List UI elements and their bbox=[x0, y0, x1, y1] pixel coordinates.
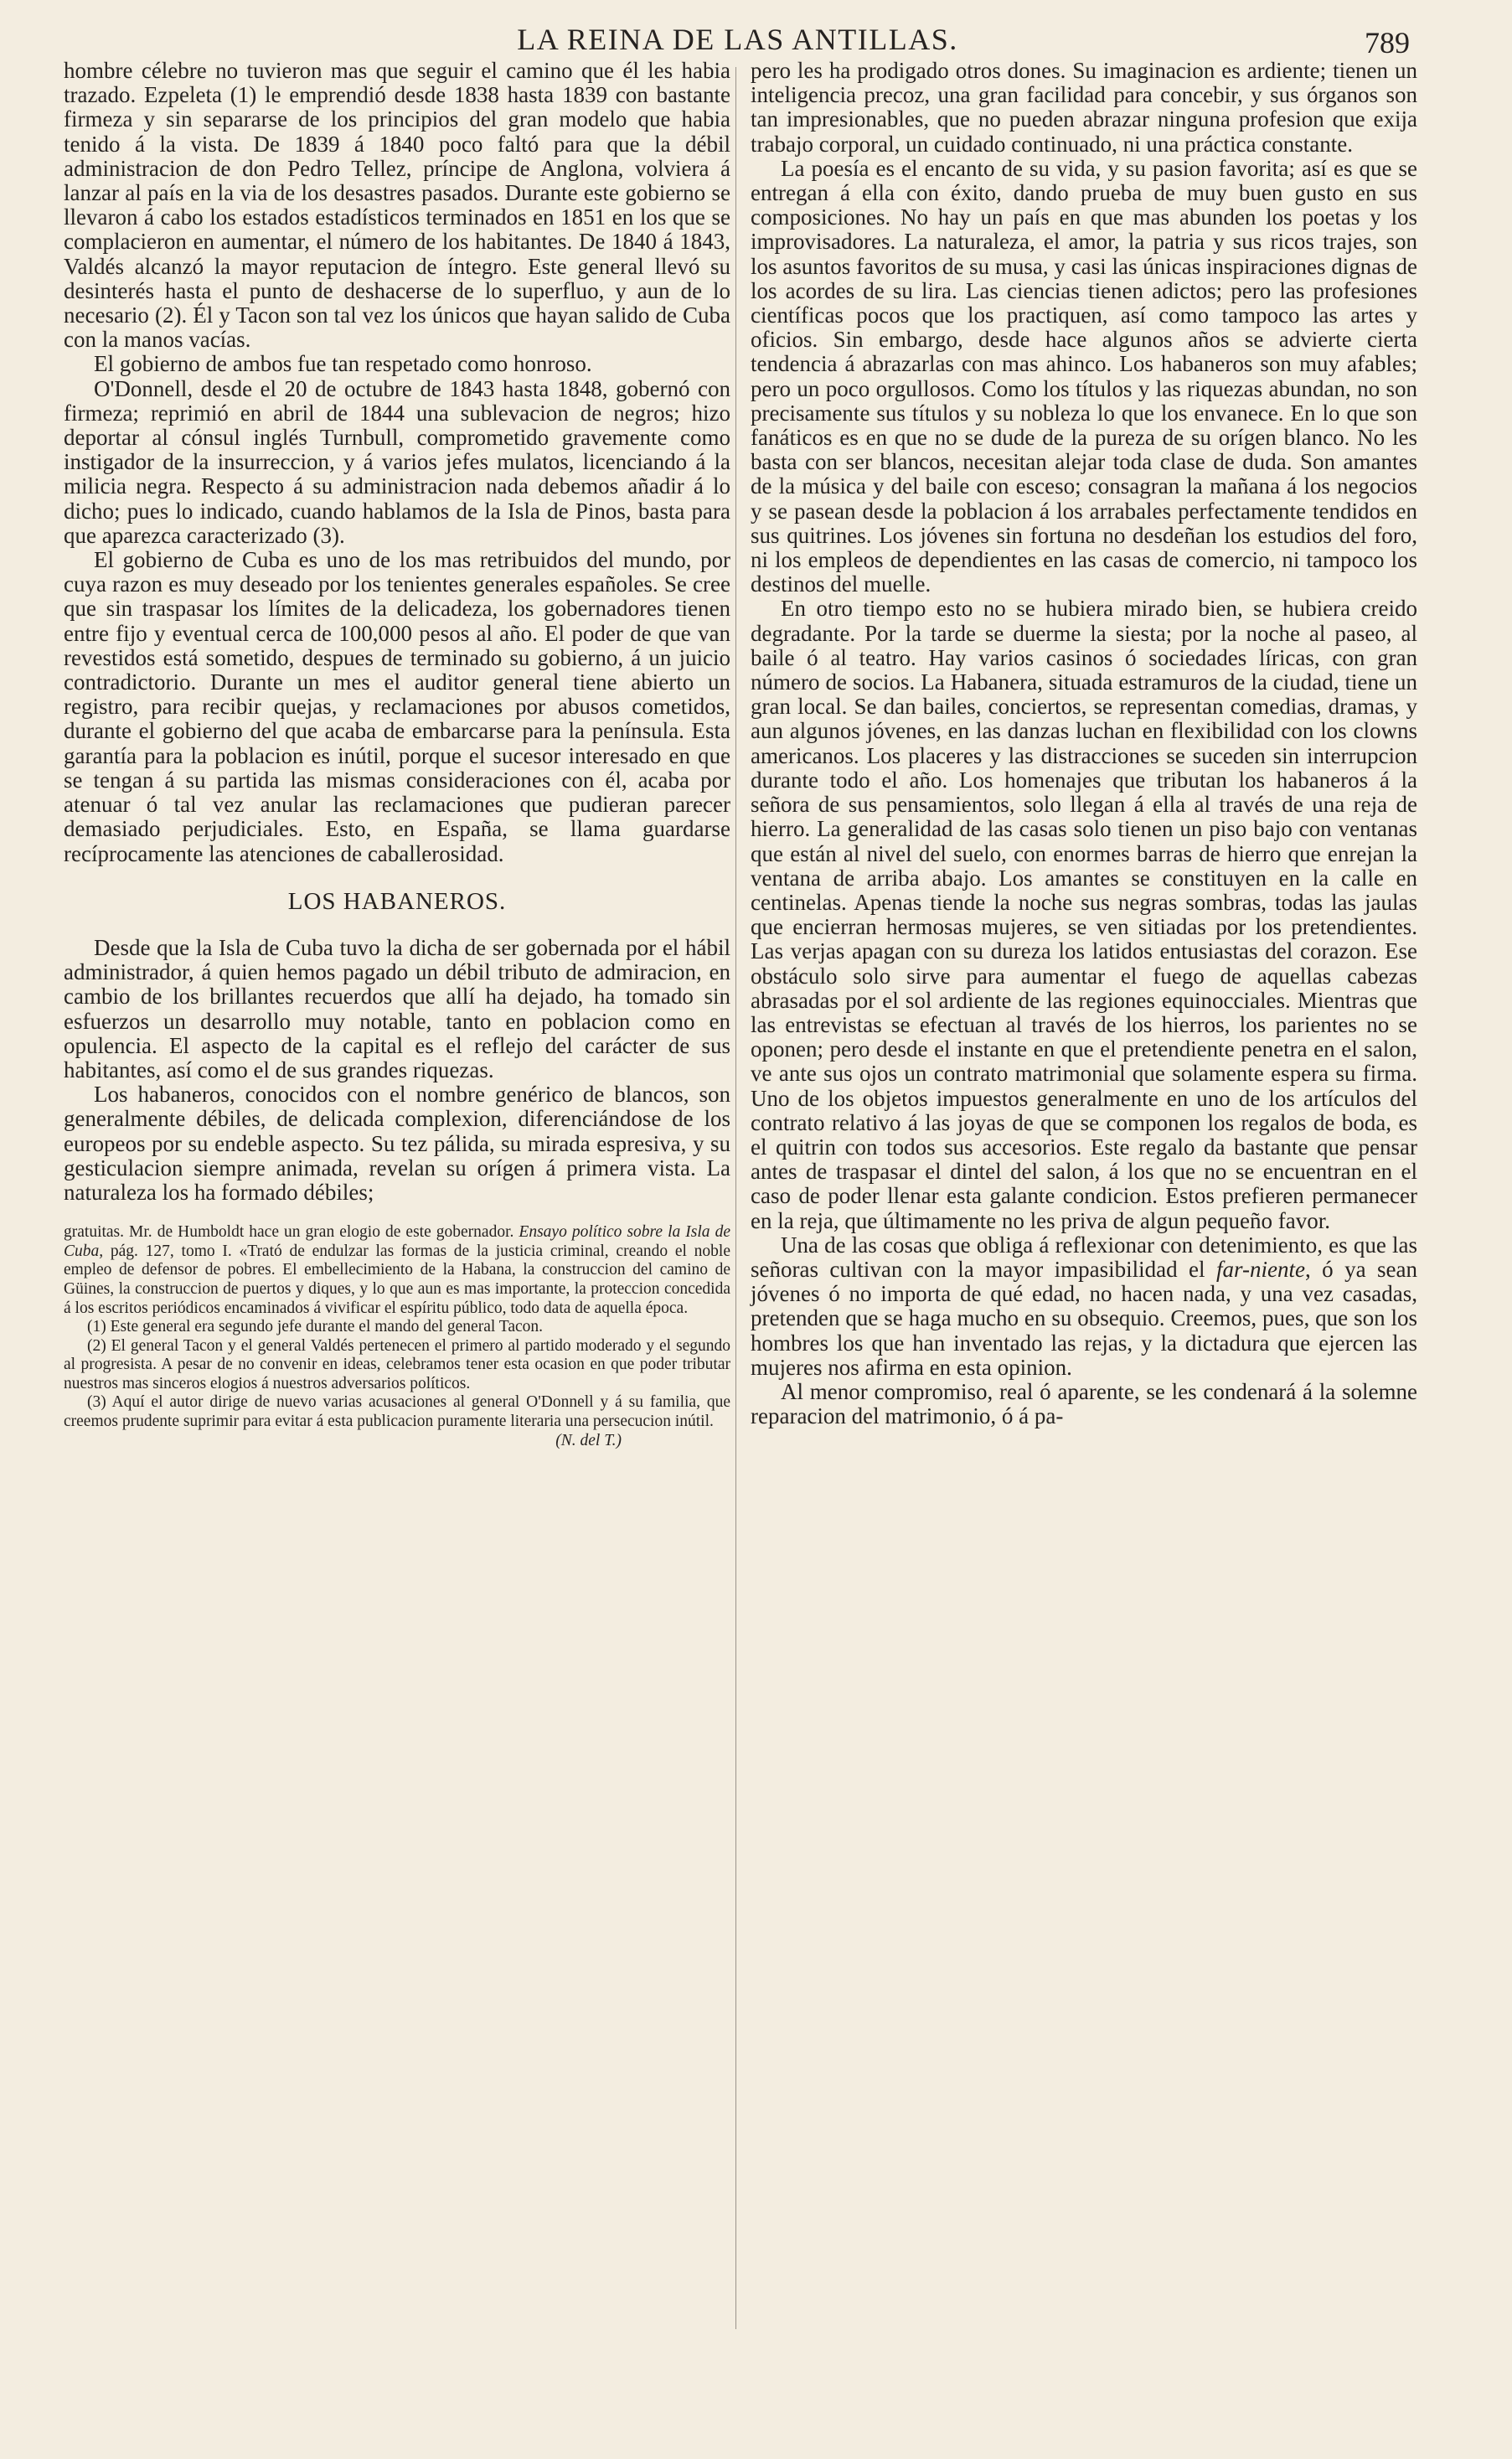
footnote-continuation bbox=[64, 1223, 730, 1318]
footnote-text: pág. 127, tomo I. «Trató de endulzar las formas de la justicia criminal, creando el noble empleo de defensor de pobres. El embellecimiento de la Habana, la construccion del camino de Güines, la construccion de puertos y diques, y lo que aun es mas importante, la proteccion concedida á los escritos periódicos encaminados á vivificar el espíritu público, todo data de aquella época. bbox=[64, 1242, 731, 1317]
paragraph: Al menor compromiso, real ó aparente, se les condenará á la solemne reparacion del matrimonio, ó á pa- bbox=[751, 1378, 1417, 1429]
paragraph: El gobierno de Cuba es uno de los mas retribuidos del mundo, por cuya razon es muy deseado por los tenientes generales españoles. Se cree que sin traspasar los límites de la delicadeza, los gobernadores tienen entre fijo y eventual cerca de 100,000 pesos al año. El poder de que van revestidos está sometido, despues de terminado su gobierno, á un juicio contradictorio. Durante un mes el auditor general tiene abierto un registro, para recibir quejas, y reclamaciones por abusos cometidos, durante el gobierno del que acaba de embarcarse para la península. Esta garantía para la poblacion es inútil, porque el sucesor interesado en que se tengan á su partida las mismas consideraciones con él, acaba por atenuar ó tal vez anular las reclamaciones que pudieran parecer demasiado perjudiciales. Esto, en España, se llama guardarse recíprocamente las atenciones de caballerosidad. bbox=[64, 547, 730, 866]
paragraph-text: Una de las cosas que obliga á reflexionar con detenimiento, es que las señoras cultivan con la mayor impasibilidad el bbox=[751, 1232, 1417, 1282]
paragraph bbox=[751, 1233, 1417, 1380]
column-divider bbox=[735, 67, 736, 2329]
paragraph-text: , ó ya sean jóvenes ó no importa de qué edad, no hacen nada, y una vez casadas, pretenden que se haga mucho en su obsequio. Creemos, pues, que son los hombres los que han inventado las rejas, y la dictadura que ejercen las mujeres nos afirma en esta opinion. bbox=[751, 1256, 1417, 1380]
italic-term: far-niente bbox=[1216, 1256, 1305, 1282]
paragraph: En otro tiempo esto no se hubiera mirado bien, se hubiera creido degradante. Por la tarde se duerme la siesta; por la noche al paseo, al baile ó al teatro. Hay varios casinos ó sociedades líricas, con gran número de socios. La Habanera, situada estramuros de la ciudad, tiene un gran local. Se dan bailes, conciertos, se representan comedias, dramas, y aun algunos jóvenes, en las danzas luchan en flexibilidad con los clowns americanos. Los placeres y las distracciones se suceden sin interrupcion durante todo el año. Los homenajes que tributan los habaneros á la señora de sus pensamientos, solo llegan á ella al través de una reja de hierro. La generalidad de las casas solo tienen un piso bajo con ventanas que están al nivel del suelo, con enormes barras de hierro que enrejan la ventana de arriba abajo. Los amantes se constituyen en la calle en centinelas. Apenas tiende la noche sus negras sombras, todas las jaulas que encierran hermosas mujeres, se ven sitiadas por los pretendientes. Las verjas apagan con su dureza los latidos entusiastas del corazon. Ese obstáculo solo sirve para aumentar el fuego de aquellas cabezas abrasadas por el sol ardiente de las regiones equinocciales. Mientras que las entrevistas se efectuan al través de los hierros, los parientes no se oponen; pero desde el instante en que el pretendiente penetra en el salon, ve ante sus ojos un contrato matrimonial que solamente espera su firma. Uno de los objetos impuestos generalmente en uno de los artículos del contrato relativo á las joyas de que se componen los regalos de boda, es el quitrin con todos sus accesorios. Este regalo da bastante que pensar antes de traspasar el dintel del salon, á los que no se encuentran en el caso de poder llenar esta galante condicion. Estos prefieren permanecer en la reja, que últimamente no les priva de algun pequeño favor. bbox=[751, 596, 1417, 1233]
page-number: 789 bbox=[1365, 26, 1410, 59]
paragraph: El gobierno de ambos fue tan respetado como honroso. bbox=[94, 351, 592, 377]
left-column bbox=[64, 59, 730, 1450]
footnote-3: (3) Aquí el autor dirige de nuevo varias acusaciones al general O'Donnell y á su familia, que creemos prudente suprimir para evitar á esta publicacion puramente literaria una persecucion inútil. bbox=[64, 1393, 730, 1431]
footnotes bbox=[64, 1223, 730, 1450]
footnote-2: (2) El general Tacon y el general Valdés pertenecen el primero al partido moderado y el segundo al progresista. A pesar de no convenir en ideas, celebramos tener esta ocasion en que poder tributar nuestros mas sinceros elogios á nuestros adversarios políticos. bbox=[64, 1336, 730, 1392]
paragraph: hombre célebre no tuvieron mas que seguir el camino que él les habia trazado. Ezpeleta (1) le emprendió desde 1838 hasta 1839 con bastante firmeza y sin separarse de los principios del gran modelo que habia tenido á la vista. De 1839 á 1840 poco faltó para que la débil administracion de don Pedro Tellez, príncipe de Anglona, volviera á lanzar al país en la via de los desastres pasados. Durante este gobierno se llevaron á cabo los estados estadísticos terminados en 1851 en los que se complacieron en aumentar, el número de los habitantes. De 1840 á 1843, Valdés alcanzó la mayor reputacion de íntegro. Este general llevó su desinterés hasta el punto de deshacerse de lo superfluo, y aun de lo necesario (2). Él y Tacon son tal vez los únicos que hayan salido de Cuba con la manos vacías. bbox=[64, 58, 730, 353]
paragraph: La poesía es el encanto de su vida, y su pasion favorita; así es que se entregan á ella con éxito, dando prueba de muy buen gusto en sus composiciones. No hay un país en que mas abunden los poetas y los improvisadores. La naturaleza, el amor, la patria y sus ricos trajes, son los asuntos favoritos de su musa, y casi las únicas inspiraciones dignas de los acordes de su lira. Las ciencias tienen adictos; pero las profesiones científicas pocos que los practiquen, así como tampoco las artes y oficios. Sin embargo, desde hace algunos años se advierte cierta tendencia á abrazarlas con mas ahinco. Los habaneros son muy afables; pero un poco orgullosos. Como los títulos y las riquezas abundan, no son precisamente sus títulos y su nobleza lo que los envanece. En lo que son fanáticos es en que no se dude de la pureza de su orígen blanco. No les basta con ser blancos, necesitan alejar toda clase de duda. Son amantes de la música y del baile con esceso; consagran la mañana á los negocios y se pasean desde la poblacion á los arrabales perfectamente tendidos en sus quitrines. Los jóvenes sin fortuna no desdeñan los estudios del foro, ni los empleos de dependientes en las casas de comercio, ni tampoco los destinos del muelle. bbox=[751, 155, 1417, 597]
footnote-text: gratuitas. Mr. de Humboldt hace un gran elogio de este gobernador. bbox=[64, 1223, 514, 1242]
running-title: LA REINA DE LAS ANTILLAS. bbox=[517, 23, 958, 56]
right-column bbox=[751, 59, 1417, 1428]
footnote-cited-title: Ensayo político sobre la Isla de Cuba, bbox=[64, 1223, 730, 1260]
paragraph: O'Donnell, desde el 20 de octubre de 1843 hasta 1848, gobernó con firmeza; reprimió en abril de 1844 una sublevacion de negros; hizo deportar al cónsul inglés Turnbull, comprometido gravemente como instigador de la insurreccion, y á varios jefes mulatos, licenciando á la milicia negra. Respecto á su administracion nada debemos añadir á lo dicho; pues lo indicado, cuando hablamos de la Isla de Pinos, basta para que aparezca caracterizado (3). bbox=[64, 375, 730, 548]
translator-note-signature: (N. del T.) bbox=[555, 1431, 622, 1449]
section-title: LOS HABANEROS. bbox=[287, 887, 507, 915]
paragraph: Desde que la Isla de Cuba tuvo la dicha de ser gobernada por el hábil administrador, á quien hemos pagado un débil tributo de admiracion, en cambio de los brillantes recuerdos que allí ha dejado, ha tomado sin esfuerzos un desarrollo muy notable, tanto en poblacion como en opulencia. El aspecto de la capital es el reflejo del carácter de sus habitantes, así como el de sus grandes riquezas. bbox=[64, 934, 730, 1082]
paragraph: pero les ha prodigado otros dones. Su imaginacion es ardiente; tienen un inteligencia precoz, una gran facilidad para concebir, y sus órganos son tan impresionables, que no pueden abrazar ninguna profesion que exija trabajo corporal, un cuidado continuado, ni una práctica constante. bbox=[751, 58, 1417, 157]
paragraph: Los habaneros, conocidos con el nombre genérico de blancos, son generalmente débiles, de delicada complexion, diferenciándose de los europeos por su endeble aspecto. Su tez pálida, su mirada espresiva, y su gesticulacion siempre animada, revelan su orígen á primera vista. La naturaleza los ha formado débiles; bbox=[64, 1082, 730, 1205]
footnote-1: (1) Este general era segundo jefe durante el mando del general Tacon. bbox=[87, 1318, 544, 1336]
